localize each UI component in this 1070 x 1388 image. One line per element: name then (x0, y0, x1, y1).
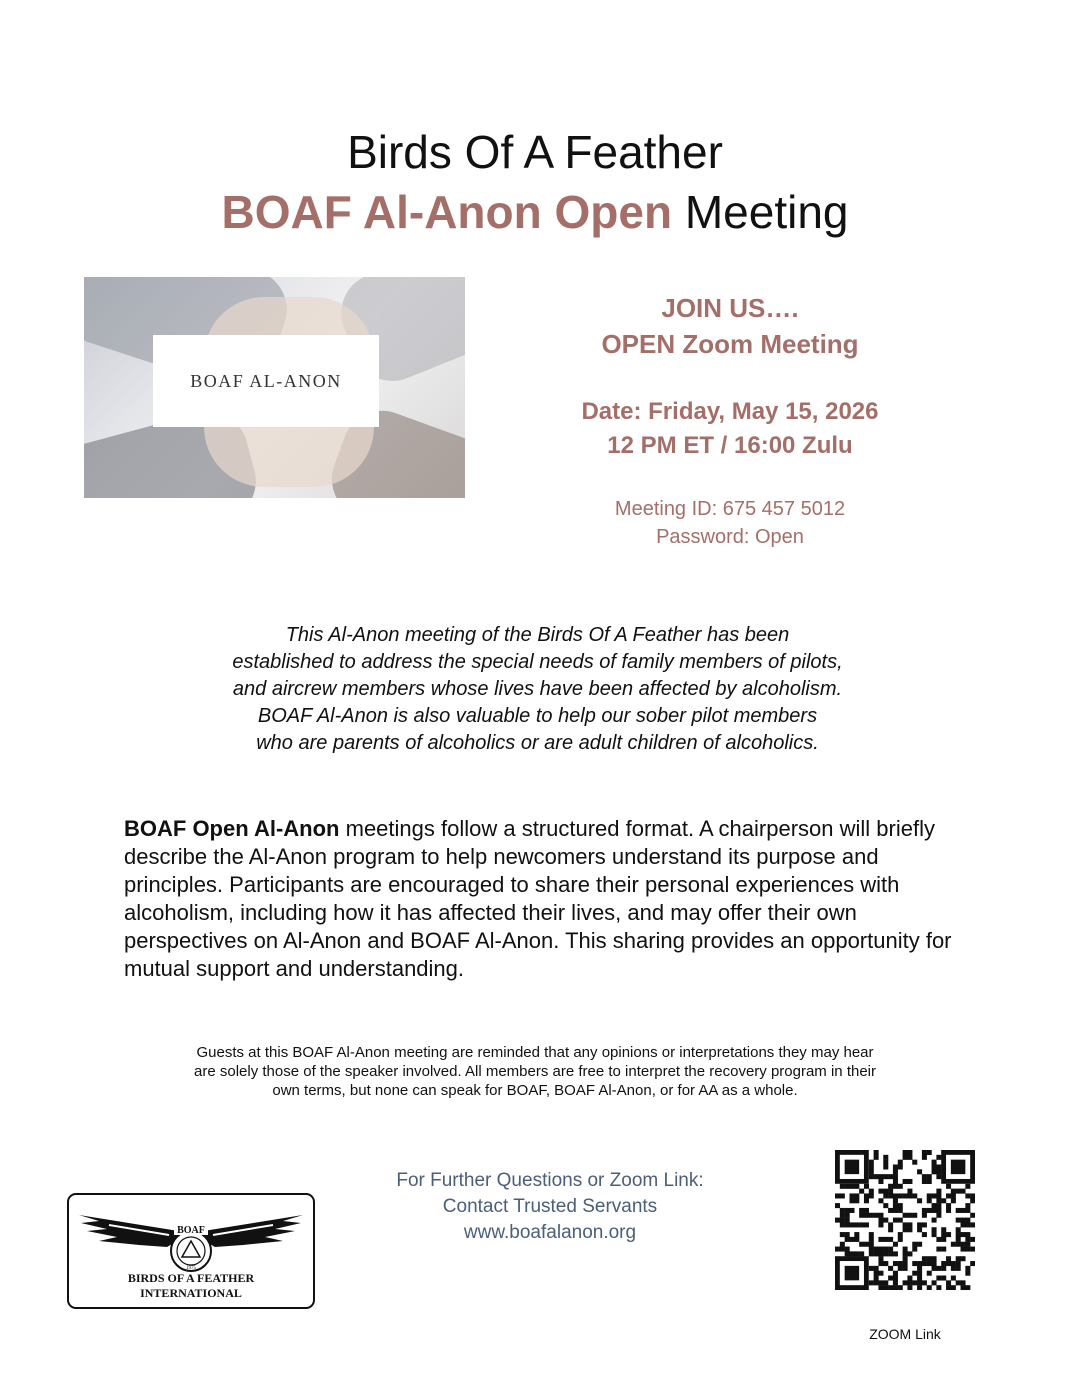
meeting-password: Password: Open (656, 526, 804, 548)
join-text: JOIN US…. (661, 293, 799, 323)
photo-card-label: BOAF AL-ANON (153, 335, 379, 427)
disclaimer-paragraph (110, 1043, 960, 1100)
logo-caption-line1: BIRDS OF A FEATHER (127, 1271, 255, 1285)
disclaimer-line: are solely those of the speaker involved. All members are free to interpret the recovery program in their (194, 1063, 876, 1080)
page-subtitle (0, 184, 1070, 240)
intro-line: This Al-Anon meeting of the Birds Of A Feather has been (285, 624, 790, 646)
meeting-time: 12 PM ET / 16:00 Zulu (607, 432, 853, 459)
zoom-qr-code[interactable] (835, 1150, 975, 1290)
intro-line: established to address the special needs of family members of pilots, (232, 651, 843, 673)
page-title: Birds Of A Feather (347, 126, 723, 178)
wings-icon (69, 1201, 313, 1281)
date-block (540, 395, 920, 463)
disclaimer-line: own terms, but none can speak for BOAF, BOAF Al-Anon, or for AA as a whole. (272, 1082, 798, 1099)
credentials-block (540, 495, 920, 551)
intro-line: and aircrew members whose lives have been affected by alcoholism. (232, 678, 843, 700)
contact-line: For Further Questions or Zoom Link: (396, 1170, 704, 1191)
contact-line: Contact Trusted Servants (442, 1196, 658, 1217)
format-paragraph (124, 815, 964, 983)
intro-line: who are parents of alcoholics or are adult children of alcoholics. (256, 732, 819, 754)
meeting-date: Date: Friday, May 15, 2026 (581, 398, 879, 425)
hands-photo (84, 277, 465, 498)
logo-caption-line2: INTERNATIONAL (140, 1286, 242, 1300)
subtitle-accent: BOAF Al-Anon Open (221, 186, 673, 238)
format-bold-lead: BOAF Open Al-Anon (124, 816, 340, 841)
join-block (540, 290, 920, 362)
qr-label: ZOOM Link (869, 1326, 941, 1342)
zoom-meeting-text: OPEN Zoom Meeting (601, 329, 859, 359)
format-text: meetings follow a structured format. A chairperson will briefly describe the Al-Anon program to help newcomers understand its purpose and principles. Participants are encouraged to share their personal experiences with alcoholism, including how it has affected their lives, and may offer their own perspectives on Al-Anon and BOAF Al-Anon. This sharing provides an opportunity for mutual support and understanding. (124, 816, 952, 981)
intro-line: BOAF Al-Anon is also valuable to help our sober pilot members (257, 705, 818, 727)
boaf-logo (67, 1193, 315, 1309)
logo-badge: BOAF (177, 1225, 205, 1236)
contact-block (350, 1168, 750, 1246)
qr-code-icon (835, 1150, 975, 1290)
logo-year: 1975 (186, 1266, 196, 1271)
meeting-id: Meeting ID: 675 457 5012 (614, 498, 846, 520)
website-link[interactable]: www.boafalanon.org (463, 1222, 637, 1243)
intro-paragraph (100, 622, 975, 757)
subtitle-rest: Meeting (684, 186, 849, 238)
disclaimer-line: Guests at this BOAF Al-Anon meeting are reminded that any opinions or interpretations they may hear (196, 1044, 874, 1061)
